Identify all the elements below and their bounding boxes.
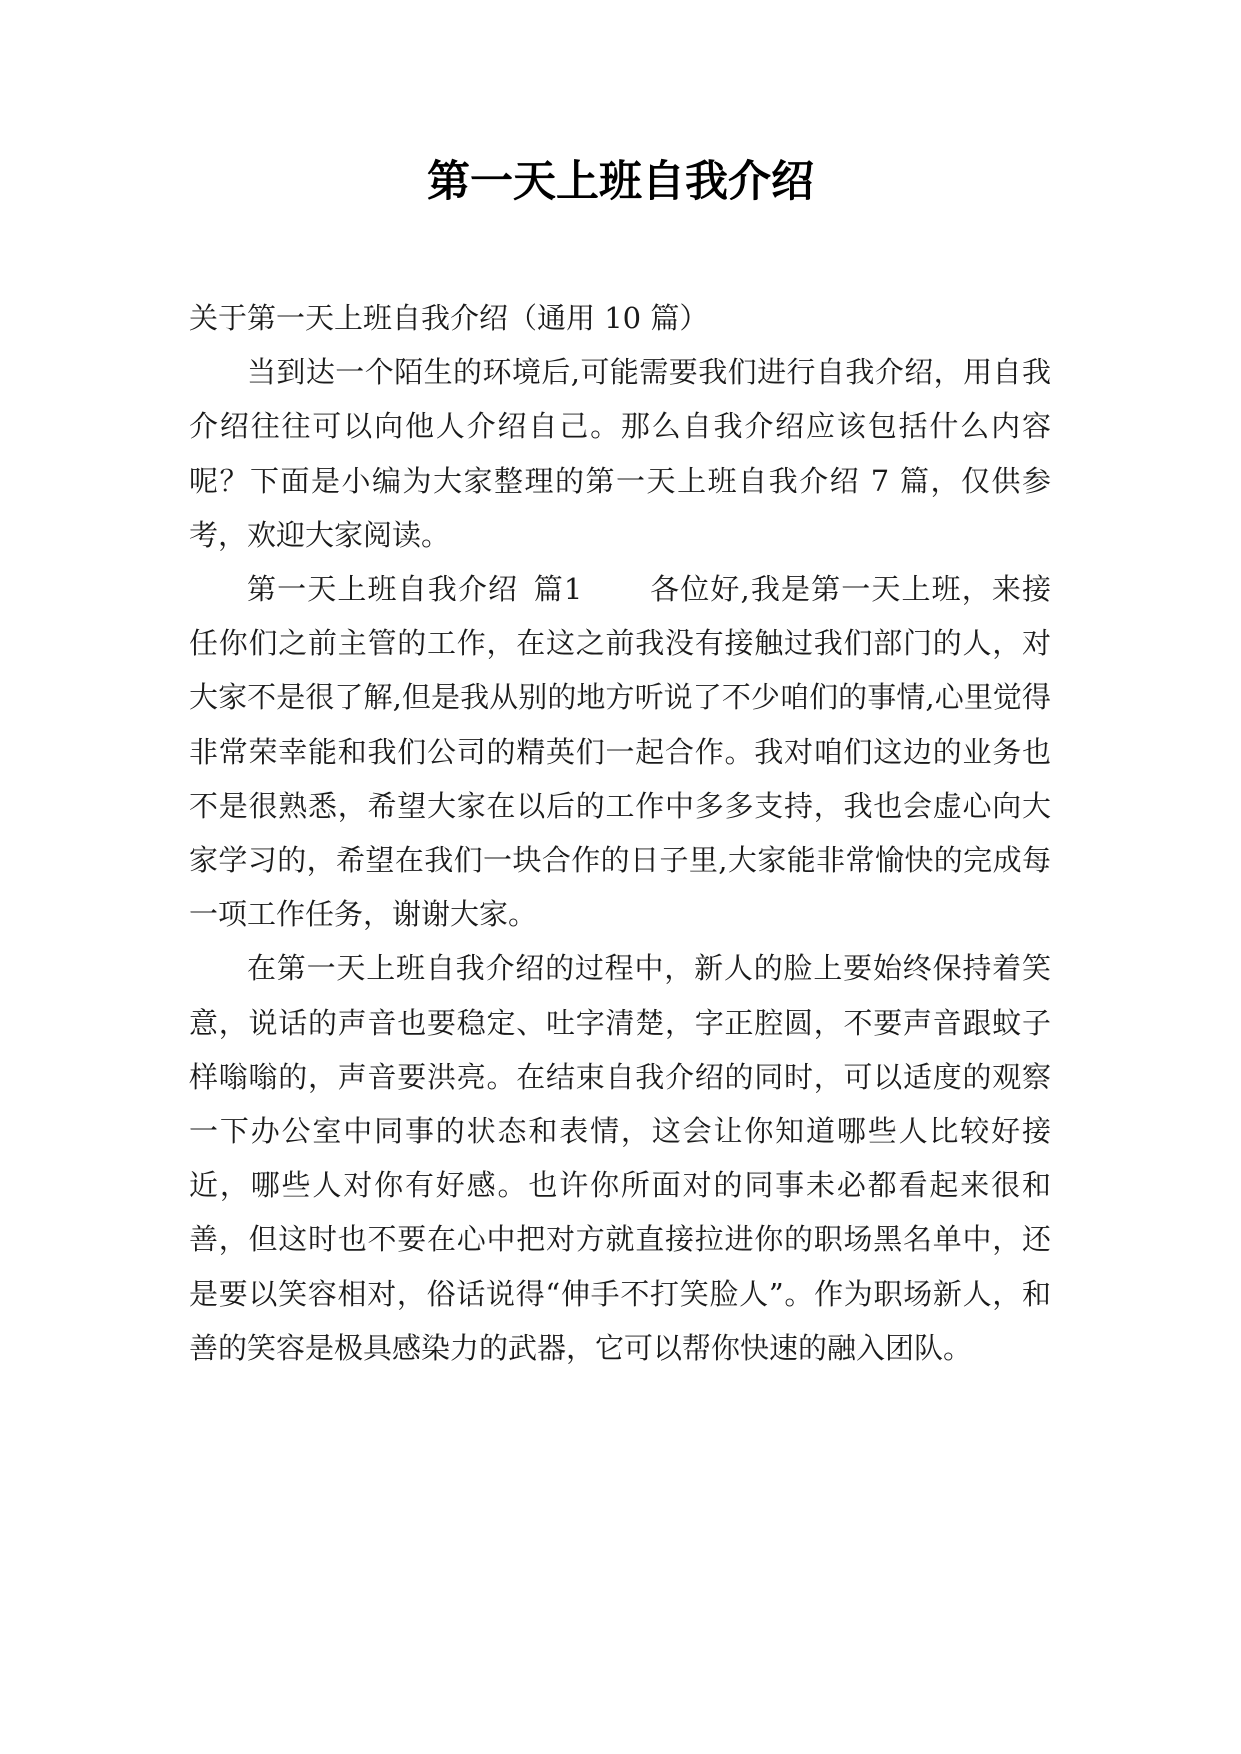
intro-paragraph: 当到达一个陌生的环境后,可能需要我们进行自我介绍，用自我介绍往往可以向他人介绍自己。那么自我介绍应该包括什么内容呢？下面是小编为大家整理的第一天上班自我介绍 7 篇，仅供参考，欢迎大家阅读。: [189, 355, 1051, 552]
document-title: 第一天上班自我介绍: [427, 157, 814, 207]
document-body: [189, 291, 1051, 1375]
section-1-paragraph: [189, 562, 1051, 941]
section-1-text: 各位好,我是第一天上班，来接任你们之前主管的工作，在这之前我没有接触过我们部门的人，对大家不是很了解,但是我从别的地方听说了不少咱们的事情,心里觉得非常荣幸能和我们公司的精英们一起合作。我对咱们这边的业务也不是很熟悉，希望大家在以后的工作中多多支持，我也会虚心向大家学习的，希望在我们一块合作的日子里,大家能非常愉快的完成每一项工作任务，谢谢大家。: [189, 572, 1051, 932]
paragraph-2: 在第一天上班自我介绍的过程中，新人的脸上要始终保持着笑意，说话的声音也要稳定、吐字清楚，字正腔圆，不要声音跟蚊子样嗡嗡的，声音要洪亮。在结束自我介绍的同时，可以适度的观察一下办公室中同事的状态和表情，这会让你知道哪些人比较好接近，哪些人对你有好感。也许你所面对的同事未必都看起来很和善，但这时也不要在心中把对方就直接拉进你的职场黑名单中，还是要以笑容相对，俗话说得“伸手不打笑脸人”。作为职场新人，和善的笑容是极具感染力的武器，它可以帮你快速的融入团队。: [189, 951, 1051, 1365]
section-1-heading: 第一天上班自我介绍: [247, 572, 519, 607]
section-1-label: 篇1: [532, 572, 583, 607]
document-subtitle: 关于第一天上班自我介绍（通用 10 篇）: [189, 301, 709, 335]
